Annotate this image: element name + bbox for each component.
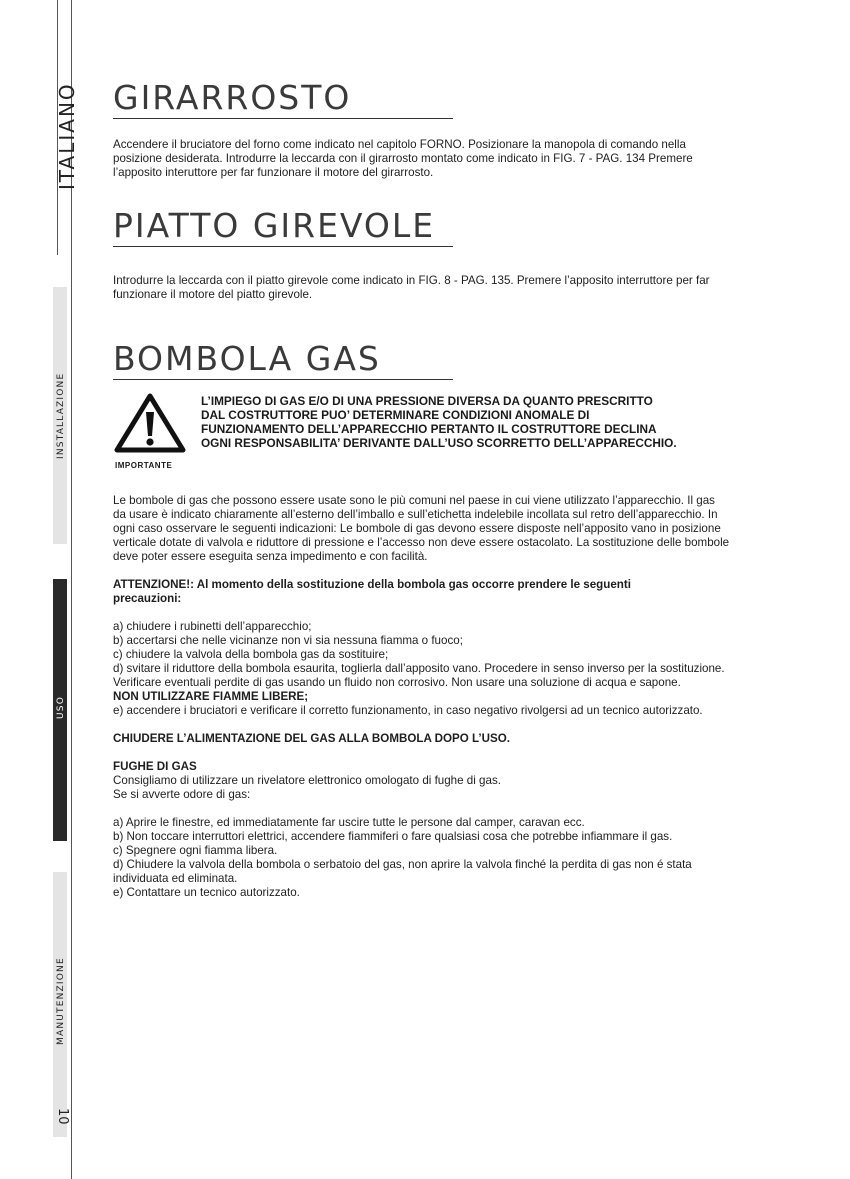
text-line: posizione desiderata. Introdurre la leccarda con il girarrosto montato come indicato in FIG. 7 - PAG. 134 Premere bbox=[113, 152, 693, 165]
warning-block bbox=[113, 394, 798, 470]
list-item: d) Chiudere la valvola della bombola o serbatoio del gas, non aprire la valvola finché la perdita di gas non é stata bbox=[113, 858, 692, 871]
section-title-piatto-girevole: PIATTO GIREVOLE bbox=[113, 206, 453, 247]
section-title-girarrosto: GIRARROSTO bbox=[113, 78, 453, 119]
tab-manutenzione-label: MANUTENZIONE bbox=[56, 957, 66, 1045]
language-label: ITALIANO bbox=[55, 82, 79, 190]
replacement-steps bbox=[113, 620, 798, 718]
text-line: OGNI RESPONSABILITA’ DERIVANTE DALL’USO SCORRETTO DELL’APPARECCHIO. bbox=[201, 436, 677, 450]
text-line: Consigliamo di utilizzare un rivelatore elettronico omologato di fughe di gas. bbox=[113, 774, 501, 787]
text-line: ATTENZIONE!: Al momento della sostituzione della bombola gas occorre prendere le seguenti bbox=[113, 578, 631, 591]
text-line: DAL COSTRUTTORE PUO’ DETERMINARE CONDIZIONI ANOMALE DI bbox=[201, 408, 590, 422]
list-item: a) chiudere i rubinetti dell’apparecchio; bbox=[113, 620, 312, 633]
tab-installazione[interactable] bbox=[53, 287, 67, 544]
text-line: l’apposito interuttore per far funzionare il motore del girarrosto. bbox=[113, 166, 434, 179]
close-supply-note: CHIUDERE L’ALIMENTAZIONE DEL GAS ALLA BOMBOLA DOPO L’USO. bbox=[113, 732, 510, 745]
gas-leak-section bbox=[113, 760, 798, 802]
attention-note bbox=[113, 578, 798, 606]
text-line: da usare è indicato chiaramente all’esterno dell’imballo e sull’etichetta indelebile incollata sul retro dell’apparecchio. In bbox=[113, 508, 718, 521]
tab-installazione-label: INSTALLAZIONE bbox=[56, 372, 66, 459]
list-item: b) accertarsi che nelle vicinanze non vi sia nessuna fiamma o fuoco; bbox=[113, 634, 463, 647]
warning-text bbox=[193, 394, 677, 470]
list-item: a) Aprire le finestre, ed immediatamente far uscire tutte le persone dal camper, caravan ecc. bbox=[113, 816, 585, 829]
text-line: Le bombole di gas che possono essere usate sono le più comuni nel paese in cui viene utilizzato l’apparecchio. Il gas bbox=[113, 494, 715, 507]
tab-uso[interactable] bbox=[53, 579, 67, 841]
list-item: individuata ed eliminata. bbox=[113, 872, 238, 885]
warning-icon-label: IMPORTANTE bbox=[115, 461, 173, 470]
text-line: Se si avverte odore di gas: bbox=[113, 788, 251, 801]
list-item: c) Spegnere ogni fiamma libera. bbox=[113, 844, 278, 857]
text-line: L’IMPIEGO DI GAS E/O DI UNA PRESSIONE DIVERSA DA QUANTO PRESCRITTO bbox=[201, 394, 653, 408]
tab-manutenzione[interactable] bbox=[53, 872, 67, 1137]
list-item: Verificare eventuali perdite di gas usando un fluido non corrosivo. Non usare una soluzione di acqua e sapone. bbox=[113, 676, 681, 689]
bombola-intro bbox=[113, 494, 798, 564]
text-line: ogni caso osservare le seguenti indicazioni: Le bombole di gas devono essere disposte nell’apposito vano in posizione bbox=[113, 522, 721, 535]
list-item: e) accendere i bruciatori e verificare il corretto funzionamento, in caso negativo rivolgersi ad un tecnico autorizzato. bbox=[113, 704, 703, 717]
piatto-text bbox=[113, 274, 798, 302]
gas-leak-title: FUGHE DI GAS bbox=[113, 760, 197, 773]
text-line: Accendere il bruciatore del forno come indicato nel capitolo FORNO. Posizionare la manopola di comando nella bbox=[113, 138, 686, 151]
text-line: deve poter essere eseguita senza impedimento e con facilità. bbox=[113, 550, 428, 563]
tab-uso-label: USO bbox=[56, 696, 66, 719]
section-title-bombola-gas: BOMBOLA GAS bbox=[113, 339, 453, 380]
text-line: funzionare il motore del piatto girevole. bbox=[113, 288, 313, 301]
girarrosto-text bbox=[113, 138, 798, 180]
list-item: b) Non toccare interruttori elettrici, accendere fiammiferi o fare qualsiasi cosa che potrebbe infiammare il gas. bbox=[113, 830, 673, 843]
text-line: verticale dotate di valvola e riduttore di pressione e l’accesso non deve essere ostacolato. La sostituzione delle bombole bbox=[113, 536, 730, 549]
list-item: e) Contattare un tecnico autorizzato. bbox=[113, 886, 300, 899]
page-number: 10 bbox=[55, 1108, 70, 1125]
text-line: precauzioni: bbox=[113, 592, 182, 605]
no-flames-warning: NON UTILIZZARE FIAMME LIBERE; bbox=[113, 690, 309, 703]
text-line: FUNZIONAMENTO DELL’APPARECCHIO PERTANTO IL COSTRUTTORE DECLINA bbox=[201, 422, 657, 436]
warning-icon bbox=[113, 392, 193, 470]
list-item: c) chiudere la valvola della bombola gas da sostituire; bbox=[113, 648, 389, 661]
text-line: Introdurre la leccarda con il piatto girevole come indicato in FIG. 8 - PAG. 135. Premere l’apposito interruttore per far bbox=[113, 274, 710, 287]
main-content bbox=[113, 78, 798, 900]
list-item: d) svitare il riduttore della bombola esaurita, toglierla dall’apposito vano. Procedere in senso inverso per la sostituzione. bbox=[113, 662, 725, 675]
gas-leak-steps bbox=[113, 816, 798, 900]
